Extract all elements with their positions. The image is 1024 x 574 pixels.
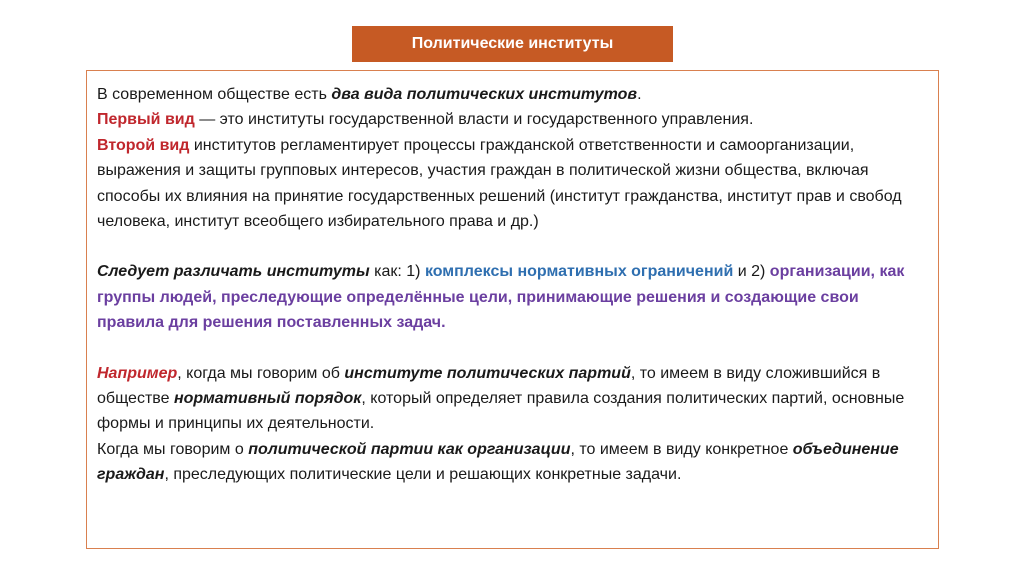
example-text-3: , который определяет правила создания политических партий, основные формы и принципы их деятельности. <box>97 390 905 433</box>
org-emphasis-2: объединение граждан <box>97 440 899 484</box>
intro-emphasis: два вида политических институтов <box>331 86 638 103</box>
paragraph-first-type <box>97 107 928 132</box>
slide-title <box>352 26 673 62</box>
example-text-2: , то имеем в виду сложившийся в обществе <box>97 364 881 408</box>
second-type-text: институтов регламентирует процессы гражданской ответственности и самоорганизации, выражения и защиты групповых интересов, участия граждан в политической жизни общества, включая способы их влияния на принятие государственных решений (институт гражданства, институт прав и свобод человека, институт всеобщего избирательного права и др.) <box>97 136 902 231</box>
org-text-2: , то имеем в виду конкретное <box>570 440 793 458</box>
org-emphasis-1: политической партии как организации <box>248 440 571 458</box>
example-text-1: , когда мы говорим об <box>177 364 345 382</box>
intro-text: В современном обществе есть <box>97 86 332 103</box>
paragraph-second-type <box>97 133 928 235</box>
example-emphasis-1: институте политических партий <box>344 364 631 382</box>
paragraph-organization <box>97 437 928 488</box>
intro-end: . <box>637 86 642 103</box>
normative-complexes: комплексы нормативных ограничений <box>424 263 734 281</box>
slide-title-text: Политические институты <box>411 35 614 52</box>
second-type-label: Второй вид <box>97 136 190 154</box>
paragraph-intro <box>97 82 928 107</box>
distinguish-and: и 2) <box>733 263 770 281</box>
distinguish-mid: как: 1) <box>369 263 425 281</box>
example-label: Например <box>97 364 178 382</box>
org-text-1: Когда мы говорим о <box>97 440 249 458</box>
example-emphasis-2: нормативный порядок <box>173 390 362 408</box>
paragraph-example <box>97 361 928 437</box>
first-type-text: — это институты государственной власти и государственного управления. <box>194 111 754 129</box>
first-type-label: Первый вид <box>97 111 195 129</box>
spacer <box>97 336 928 361</box>
distinguish-emphasis: Следует различать институты <box>97 263 370 281</box>
paragraph-distinguish <box>97 259 928 335</box>
org-text-3: , преследующих политические цели и решающих конкретные задачи. <box>164 466 682 484</box>
spacer <box>97 234 928 259</box>
organizations-definition: организации, как группы людей, преследующие определённые цели, принимающие решения и создающие свои правила для решения поставленных задач. <box>97 263 905 332</box>
content-box <box>86 70 939 549</box>
